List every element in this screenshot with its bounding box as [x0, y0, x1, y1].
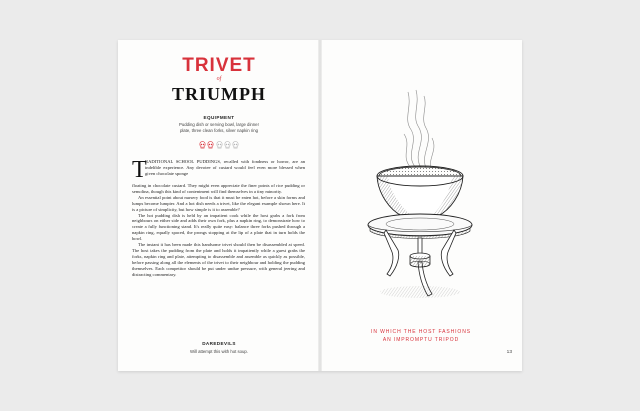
body-text: [132, 183, 305, 278]
caption-line: AN IMPROMPTU TRIPOD: [382, 337, 460, 343]
right-page: [320, 40, 522, 371]
paragraph: The instant it has been made this handsome trivet should then be disassembled at speed. The host takes the pudding from the plate and holds it impatiently while a guest grabs the forks, napkin ring and plate, attempting to disassemble and assemble as quickly as possible, before passing along all the elements of the trivet to their neighbour and holding the pudding themselves. Each competitor should be put under undue pressure, with general jeering and distracting commentary.: [132, 242, 305, 277]
title-of: of: [216, 76, 222, 82]
skull-icon: [216, 141, 223, 149]
equipment-heading: EQUIPMENT: [203, 115, 235, 120]
daredevils-text: Will attempt this with hot soup.: [189, 349, 249, 354]
skull-icon: [232, 141, 239, 149]
intro-text: RADITIONAL SCHOOL PUDDINGS, recalled with fondness or horror, are an indelible experience. Any devotee of custard would feel even more blessed when given chocolate sponge: [145, 159, 305, 176]
book-spread: [118, 40, 522, 371]
drop-cap: T: [132, 157, 147, 183]
title-trivet: TRIVET: [182, 55, 256, 76]
daredevils-heading: DAREDEVILS: [202, 341, 236, 346]
page-number: 13: [506, 350, 512, 355]
trivet-illustration: [320, 80, 522, 310]
paragraph: floating in chocolate custard. They might even appreciate the finer points of rice pudding or semolina, though this kind of contentment will find themselves in a tiny minority.: [132, 183, 305, 194]
caption-line: IN WHICH THE HOST FASHIONS: [371, 329, 471, 335]
left-page: [118, 40, 320, 371]
equipment-text: Pudding dish or serving bowl, large dinner plate, three clean forks, silver napkin ring: [178, 122, 260, 133]
skull-icon: [199, 141, 206, 149]
title-triumph: TRIUMPH: [172, 84, 266, 104]
paragraph: The hot pudding dish is held by an impatient cook while the host grabs a fork from neighbours on either side and adds their own fork, plus a napkin ring, to demonstrate how to create a fully functioning stand. It's really quite easy: balance three forks pushed through a napkin ring, equally spaced, the prongs stopping at the lip of a plate that in turn holds the bowl.: [132, 212, 305, 242]
difficulty-rating: [118, 141, 320, 149]
paragraph: An essential point about nursery food is that it must be eaten hot, before a skin forms and lumps become lumpier. And a hot dish needs a trivet, like the elegant example shown here. It is a picture of simplicity, but how simple is it to assemble?: [132, 194, 305, 212]
skull-icon: [207, 141, 214, 149]
illustration-caption: [320, 328, 522, 344]
skull-icon: [224, 141, 231, 149]
